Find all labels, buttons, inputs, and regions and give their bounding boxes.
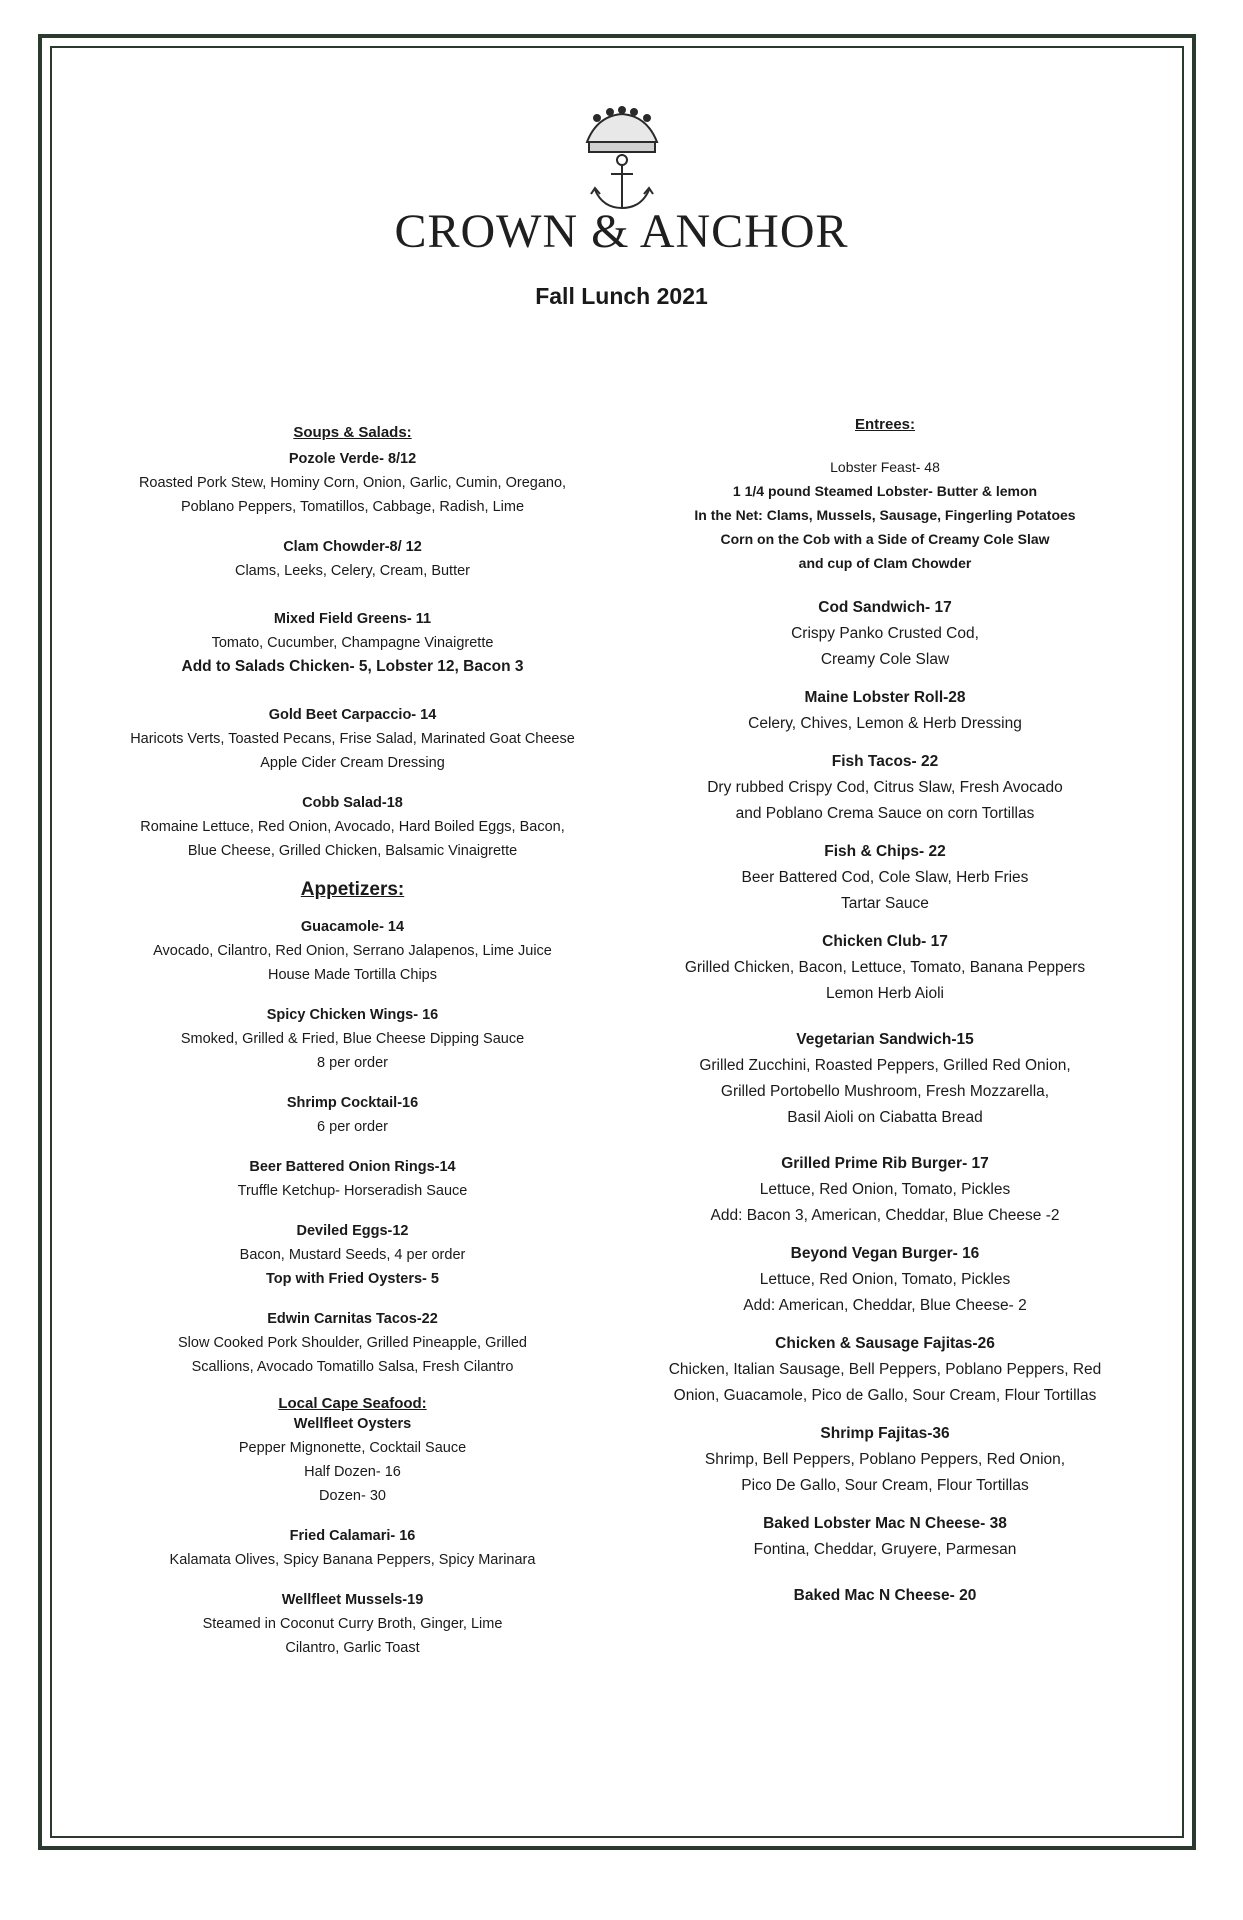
menu-item: Gold Beet Carpaccio- 14 Haricots Verts, Toasted Pecans, Frise Salad, Marinated Goat Cheese Apple Cider Cream Dressing [130,707,575,771]
menu-item: Beer Battered Onion Rings-14 Truffle Ketchup- Horseradish Sauce [237,1159,468,1199]
menu-item: Chicken Club- 17 Grilled Chicken, Bacon, Lettuce, Tomato, Banana Peppers Lemon Herb Aioli [684,933,1086,1002]
menu-item: Cobb Salad-18 Romaine Lettuce, Red Onion, Avocado, Hard Boiled Eggs, Bacon, Blue Cheese, Grilled Chicken, Balsamic Vinaigrette [140,795,565,859]
menu-item: Wellfleet Mussels-19 Steamed in Coconut Curry Broth, Ginger, Lime Cilantro, Garlic Toast [202,1592,503,1656]
menu-item: Mixed Field Greens- 11 Tomato, Cucumber, Champagne Vinaigrette Add to Salads Chicken- 5, Lobster 12, Bacon 3 [181,611,524,675]
menu-subtitle: Fall Lunch 2021 [535,283,708,309]
menu-item: Shrimp Cocktail-16 6 per order [286,1095,419,1135]
menu-item: Baked Lobster Mac N Cheese- 38 Fontina, Cheddar, Gruyere, Parmesan [753,1515,1017,1558]
menu-item: Cod Sandwich- 17 Crispy Panko Crusted Cod, Creamy Cole Slaw [791,599,979,668]
left-column [110,424,595,1676]
right-column [640,416,1130,1621]
section-heading-entrees: Entrees: [854,416,916,433]
section-heading-seafood: Local Cape Seafood: [278,1395,427,1412]
crown-anchor-logo-icon [0,104,1243,214]
menu-item: Shrimp Fajitas-36 Shrimp, Bell Peppers, Poblano Peppers, Red Onion, Pico De Gallo, Sour Cream, Flour Tortillas [704,1425,1066,1494]
menu-item: Wellfleet Oysters Pepper Mignonette, Cocktail Sauce Half Dozen- 16 Dozen- 30 [238,1416,467,1504]
menu-item: Clam Chowder-8/ 12 Clams, Leeks, Celery, Cream, Butter [234,539,471,579]
menu-item: Grilled Prime Rib Burger- 17 Lettuce, Red Onion, Tomato, Pickles Add: Bacon 3, American, Cheddar, Blue Cheese -2 [710,1155,1060,1224]
menu-item: Vegetarian Sandwich-15 Grilled Zucchini, Roasted Peppers, Grilled Red Onion, Grilled Portobello Mushroom, Fresh Mozzarella, Basil Aioli on Ciabatta Bread [699,1031,1071,1126]
menu-item: Maine Lobster Roll-28 Celery, Chives, Lemon & Herb Dressing [748,689,1022,732]
section-heading-appetizers: Appetizers: [300,879,405,900]
menu-item: Lobster Feast- 48 1 1/4 pound Steamed Lobster- Butter & lemon In the Net: Clams, Mussels, Sausage, Fingerling Potatoes Corn on the Cob with a Side of Creamy Cole Slaw and cup of Clam Chowder [694,459,1076,571]
menu-item: Pozole Verde- 8/12 Roasted Pork Stew, Hominy Corn, Onion, Garlic, Cumin, Oregano, Poblano Peppers, Tomatillos, Cabbage, Radish, Lime [138,451,567,515]
brand-name: CROWN & ANCHOR [394,205,849,258]
section-heading-soups: Soups & Salads: [293,424,412,441]
menu-item: Deviled Eggs-12 Bacon, Mustard Seeds, 4 per order Top with Fried Oysters- 5 [239,1223,466,1287]
menu-item: Guacamole- 14 Avocado, Cilantro, Red Onion, Serrano Jalapenos, Lime Juice House Made Tortilla Chips [153,919,552,983]
menu-item: Edwin Carnitas Tacos-22 Slow Cooked Pork Shoulder, Grilled Pineapple, Grilled Scallions, Avocado Tomatillo Salsa, Fresh Cilantro [178,1311,527,1375]
menu-item: Spicy Chicken Wings- 16 Smoked, Grilled & Fried, Blue Cheese Dipping Sauce 8 per order [180,1007,525,1071]
menu-item: Fish & Chips- 22 Beer Battered Cod, Cole Slaw, Herb Fries Tartar Sauce [741,843,1029,912]
menu-item: Fish Tacos- 22 Dry rubbed Crispy Cod, Citrus Slaw, Fresh Avocado and Poblano Crema Sauce on corn Tortillas [707,753,1063,822]
menu-item: Beyond Vegan Burger- 16 Lettuce, Red Onion, Tomato, Pickles Add: American, Cheddar, Blue Cheese- 2 [743,1245,1027,1314]
menu-item: Chicken & Sausage Fajitas-26 Chicken, Italian Sausage, Bell Peppers, Poblano Peppers, Red Onion, Guacamole, Pico de Gallo, Sour Cream, Flour Tortillas [668,1335,1102,1404]
menu-item: Baked Mac N Cheese- 20 [793,1587,977,1604]
menu-item: Fried Calamari- 16 Kalamata Olives, Spicy Banana Peppers, Spicy Marinara [169,1528,536,1568]
